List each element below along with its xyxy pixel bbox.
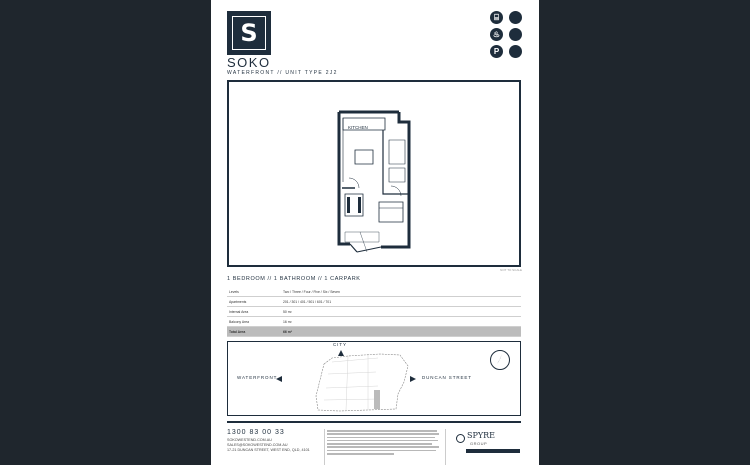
bath-icon: ♨ [490, 28, 503, 41]
unit-summary: 1 BEDROOM // 1 BATHROOM // 1 CARPARK [227, 276, 361, 282]
disclaimer-text [327, 430, 439, 456]
spec-value: 201 / 301 / 401 / 501 / 601 / 701 [281, 297, 521, 307]
table-row [227, 297, 521, 307]
spec-table [227, 287, 521, 337]
city-label: CITY [333, 342, 347, 347]
east-arrow-icon [410, 376, 416, 382]
email-link[interactable]: SALES@SOKOWESTEND.COM.AU [227, 443, 288, 447]
bed-icon: ⌸ [490, 11, 503, 24]
compass-icon [490, 350, 510, 370]
storage-icon [509, 45, 522, 58]
spec-label: Levels [227, 287, 281, 297]
spec-label: Internal Area [227, 307, 281, 317]
spec-value: 50 m² [281, 307, 521, 317]
table-row [227, 317, 521, 327]
car-icon [509, 28, 522, 41]
duncan-street-label: DUNCAN STREET [422, 375, 472, 380]
brochure-sheet [211, 0, 539, 465]
waterfront-label: WATERFRONT [237, 375, 278, 380]
spec-value: Two / Three / Four / Five / Six / Seven [281, 287, 521, 297]
logo-mark: S [232, 16, 266, 50]
spec-label: Balcony Area [227, 317, 281, 327]
footer-divider [227, 421, 521, 423]
spec-value: 16 m² [281, 317, 521, 327]
soko-logo [227, 11, 271, 55]
spyre-logo-icon [456, 434, 465, 443]
floorplan-drawing [229, 82, 523, 269]
website-link[interactable]: SOKOWESTEND.COM.AU [227, 438, 272, 442]
spec-label: Total Area [227, 327, 281, 337]
footer-separator [445, 429, 446, 465]
brand-name: SOKO [227, 55, 271, 70]
developer-sub: GROUP [470, 441, 488, 446]
table-row [227, 287, 521, 297]
spec-value: 66 m² [281, 327, 521, 337]
table-row [227, 307, 521, 317]
developer-name: SPYRE [467, 431, 496, 440]
parking-icon: P [490, 45, 503, 58]
address-text: 17-21 DUNCAN STREET, WEST END, QLD, 4101 [227, 448, 310, 452]
site-plan-frame [227, 341, 521, 416]
footer-separator [324, 429, 325, 465]
unit-type-title: WATERFRONT // UNIT TYPE 2J2 [227, 70, 338, 76]
spec-label: Apartments [227, 297, 281, 307]
floorplan-frame [227, 80, 521, 267]
person-icon [509, 11, 522, 24]
scale-note: NOT TO SCALE [500, 268, 522, 272]
developer-bar [466, 449, 520, 453]
table-row-total [227, 327, 521, 337]
phone-number[interactable]: 1300 83 00 33 [227, 429, 285, 436]
kitchen-label: KITCHEN [348, 125, 368, 130]
north-arrow-icon [338, 350, 344, 356]
